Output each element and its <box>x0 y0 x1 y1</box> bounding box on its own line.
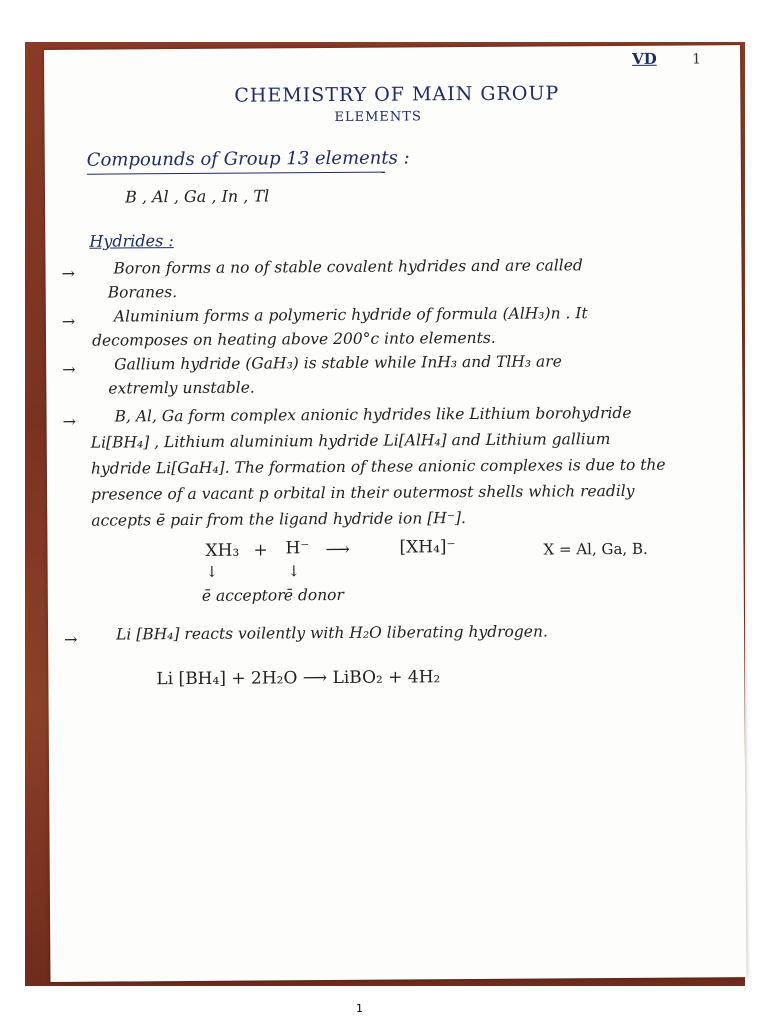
page-subtitle: ELEMENTS <box>334 109 422 125</box>
equation-condition: X = Al, Ga, B. <box>543 539 648 559</box>
reaction-equation: Li [BH₄] + 2H₂O ⟶ LiBO₂ + 4H₂ <box>156 667 441 690</box>
point-4-line-3: hydride Li[GaH₄]. The formation of these anionic complexes is due to the <box>90 455 666 478</box>
element-list: B , Al , Ga , In , Tl <box>124 186 270 207</box>
point-3-line-1: Gallium hydride (GaH₃) is stable while InH₃ and TlH₃ are <box>114 352 562 374</box>
equation-arrow: ⟶ <box>325 539 350 561</box>
page-title: CHEMISTRY OF MAIN GROUP <box>234 82 560 107</box>
top-page-number: 1 <box>692 51 702 68</box>
bullet-arrow: → <box>64 629 78 649</box>
equation-product: [XH₄]⁻ <box>399 537 456 558</box>
reaction-statement: Li [BH₄] reacts voilently with H₂O liberating hydrogen. <box>116 622 548 644</box>
corner-code: VD <box>632 49 657 68</box>
point-4-line-2: Li[BH₄] , Lithium aluminium hydride Li[AlH₄] and Lithium gallium <box>90 430 611 452</box>
equation-xh3: XH₃ <box>205 540 240 561</box>
bullet-arrow: → <box>61 311 76 331</box>
point-1-line-1: Boron forms a no of stable covalent hydrides and are called <box>113 256 583 278</box>
footer-page-number: 1 <box>356 1002 363 1015</box>
bullet-arrow: → <box>62 411 77 431</box>
bullet-arrow: → <box>62 359 76 379</box>
equation-plus: + <box>253 540 268 561</box>
point-2-line-2: decomposes on heating above 200°c into elements. <box>91 328 496 350</box>
point-4-line-5: accepts ē pair from the ligand hydride ion [H⁻]. <box>91 509 467 530</box>
down-arrow: ↓ <box>205 562 219 581</box>
hydrides-heading: Hydrides : <box>89 231 174 251</box>
section-heading: Compounds of Group 13 elements : <box>86 147 410 171</box>
point-4-line-4: presence of a vacant p orbital in their outermost shells which readily <box>91 481 635 504</box>
point-2-line-1: Aluminium forms a polymeric hydride of formula (AlH₃)n . It <box>113 304 588 326</box>
bullet-arrow: → <box>61 263 76 283</box>
point-1-line-2: Boranes. <box>107 283 178 302</box>
down-arrow: ↓ <box>287 562 301 581</box>
heading-underline <box>87 172 385 175</box>
point-3-line-2: extremly unstable. <box>108 378 255 398</box>
acceptor-label: ē acceptor <box>201 586 285 605</box>
notebook-page <box>44 45 746 982</box>
point-4-line-1: B, Al, Ga form complex anionic hydrides like Lithium borohydride <box>114 403 632 426</box>
equation-hydride: H⁻ <box>285 538 310 559</box>
donor-label: ē donor <box>283 585 344 605</box>
